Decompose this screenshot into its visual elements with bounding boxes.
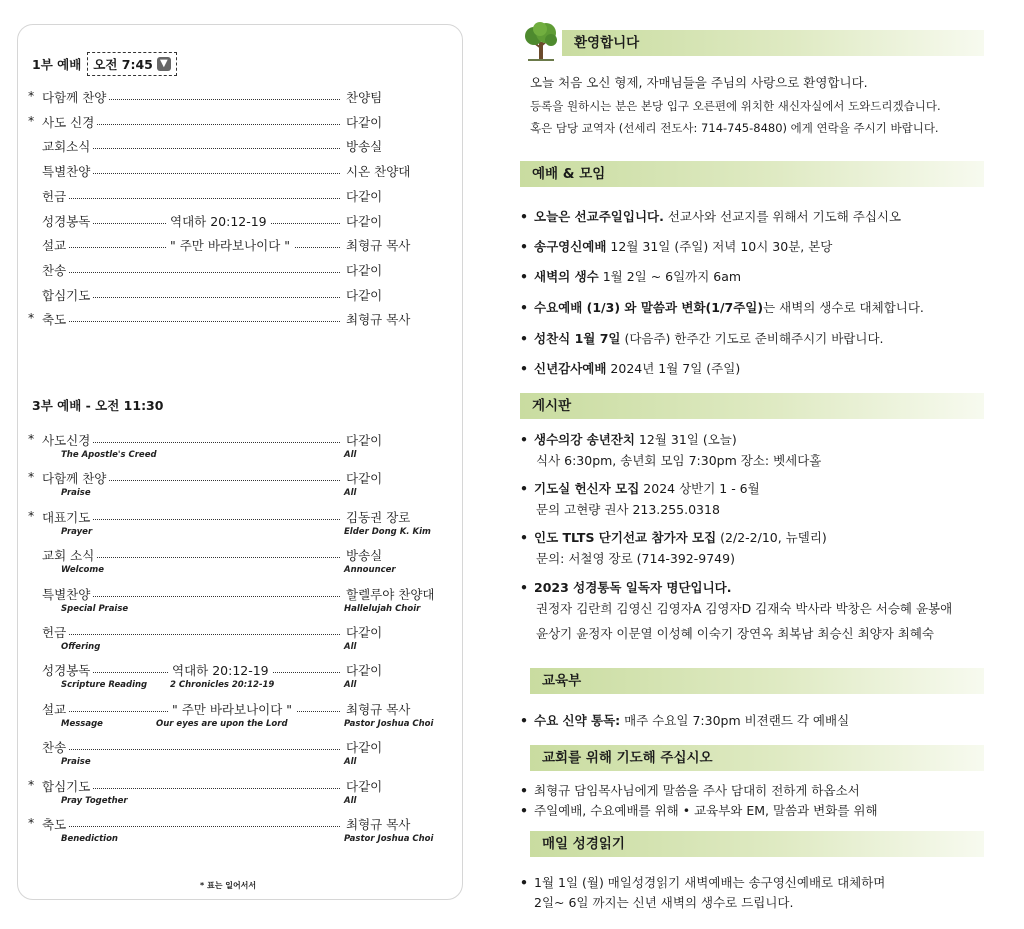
board-item-detail: 문의 고현량 권사 213.255.0318 xyxy=(536,502,720,517)
program-row xyxy=(28,661,398,691)
program-leader: 최형규 목사 xyxy=(346,701,411,717)
worship-item-bold: 새벽의 생수 xyxy=(534,269,599,284)
program-leader: 최형규 목사 xyxy=(346,238,411,254)
program-leader: 다같이 xyxy=(346,114,383,130)
worship-header: 예배 & 모임 xyxy=(520,161,984,187)
program-item: 헌금 xyxy=(42,188,67,204)
footnote: * 표는 일어서서 xyxy=(200,881,257,890)
board-item-bold: 인도 TLTS 단기선교 참가자 모집 xyxy=(534,530,717,545)
program-item: 교회 소식 xyxy=(42,548,95,564)
program-item: 설교 xyxy=(42,238,67,254)
program-item: 설교 xyxy=(42,701,67,717)
welcome-line2: 등록을 원하시는 분은 본당 입구 오른편에 위치한 새신자실에서 도와드리겠습니다. xyxy=(530,99,941,113)
program-item: 찬송 xyxy=(42,740,67,756)
board-item-text: 2024 상반기 1 - 6월 xyxy=(639,481,760,496)
board-item-detail: 식사 6:30pm, 송년회 모임 7:30pm 장소: 벳세다홀 xyxy=(536,453,822,468)
board-item xyxy=(520,528,827,546)
board-item-detail: 윤상기 윤정자 이문열 이성혜 이숙기 장연옥 최복남 최승신 최양자 최혜숙 xyxy=(536,626,935,641)
program-leader-english: Announcer xyxy=(344,565,396,576)
dot-leader xyxy=(48,749,340,750)
program-row xyxy=(28,88,398,106)
program-row xyxy=(28,137,398,155)
program-leader-english: Pastor Joshua Choi xyxy=(344,718,434,729)
program-leader-english: All xyxy=(344,488,357,499)
service-time-value: 오전 7:45 xyxy=(93,57,153,72)
program-leader: 다같이 xyxy=(346,471,383,487)
worship-item-bold: 오늘은 선교주일입니다. xyxy=(534,209,664,224)
worship-item xyxy=(520,267,741,285)
dot-leader xyxy=(48,272,340,273)
program-row xyxy=(28,113,398,131)
program-row xyxy=(28,310,411,328)
prayer-line2: • 주일예배, 수요예배를 위해 • 교육부와 EM, 말씀과 변화를 위해 xyxy=(520,803,878,818)
program-leader: 최형규 목사 xyxy=(346,817,411,832)
daily-header: 매일 성경읽기 xyxy=(530,831,984,857)
program-item: 다함께 찬양 xyxy=(42,471,107,487)
program-row xyxy=(28,286,398,304)
board-item-bold: 기도실 헌신자 모집 xyxy=(534,481,640,496)
bullet: • xyxy=(520,713,528,728)
program-row xyxy=(28,700,434,729)
board-item-text: (2/2-2/10, 뉴델리) xyxy=(716,530,827,545)
bullet: • xyxy=(520,239,528,254)
program-leader: 다같이 xyxy=(346,433,383,448)
program-row xyxy=(28,507,431,537)
dot-leader xyxy=(48,634,340,635)
program-item: 성경봉독 xyxy=(42,663,91,679)
program-item: 합심기도 xyxy=(42,287,91,303)
program-leader: 찬양팀 xyxy=(346,90,383,105)
program-detail: " 주만 바라보나이다 " xyxy=(166,236,294,254)
order-of-worship-card xyxy=(17,24,463,900)
program-item: 축도 xyxy=(42,817,67,832)
program-item: 성경봉독 xyxy=(42,213,91,229)
program-detail-english: 2 Chronicles 20:12-19 xyxy=(170,680,275,691)
program-leader: 김동권 장로 xyxy=(346,509,411,525)
board-item-detail: 권정자 김란희 김영신 김영자A 김영자D 김재숙 박사라 박창은 서승혜 윤봉애 xyxy=(536,601,953,616)
program-leader: 시온 찬양대 xyxy=(346,164,411,180)
program-row xyxy=(28,738,398,768)
worship-item-bold: 신년감사예배 xyxy=(534,361,607,376)
program-leader: 최형규 목사 xyxy=(346,312,411,328)
service1-title xyxy=(32,52,177,76)
worship-item-bold: 성찬식 1월 7일 xyxy=(534,331,621,346)
standing-marker: * xyxy=(28,815,35,830)
program-leader: 다같이 xyxy=(346,213,383,229)
program-leader-english: Pastor Joshua Choi xyxy=(344,834,434,844)
standing-marker: * xyxy=(28,507,35,523)
program-row xyxy=(28,546,398,576)
program-leader-english: Hallelujah Choir xyxy=(344,603,421,614)
worship-item xyxy=(520,237,832,255)
program-leader: 다같이 xyxy=(346,663,383,679)
worship-item xyxy=(520,359,740,377)
bullet: • xyxy=(520,481,528,496)
daily-line2: 2일~ 6일 까지는 신년 새벽의 생수로 드립니다. xyxy=(534,895,794,910)
education-item-bold: 수요 신약 통독: xyxy=(534,713,621,728)
program-item: 합심기도 xyxy=(42,778,91,794)
bullet: • xyxy=(520,209,528,224)
worship-item xyxy=(520,298,924,316)
standing-marker: * xyxy=(28,776,35,792)
dot-leader xyxy=(48,826,340,827)
program-item-english: Praise xyxy=(61,488,91,499)
program-leader-english: Elder Dong K. Kim xyxy=(344,526,431,537)
program-leader: 다같이 xyxy=(346,740,383,756)
worship-item-bold: 수요예배 (1/3) 와 말씀과 변화(1/7주일) xyxy=(534,300,764,315)
service1-label: 1부 예배 xyxy=(32,57,82,72)
program-leader: 방송실 xyxy=(346,139,383,155)
board-item xyxy=(520,479,760,497)
program-item-english: Praise xyxy=(61,757,91,768)
program-row xyxy=(28,187,398,205)
program-row xyxy=(28,776,398,806)
board-header: 게시판 xyxy=(520,393,984,419)
program-row xyxy=(28,212,398,230)
standing-marker: * xyxy=(28,310,35,326)
dot-leader xyxy=(48,321,340,322)
worship-item-text: 선교사와 선교지를 위해서 기도해 주십시오 xyxy=(663,209,902,224)
worship-item-text: 2024년 1월 7일 (주일) xyxy=(606,361,741,376)
dot-leader xyxy=(48,198,340,199)
bullet: • xyxy=(520,432,528,447)
bullet: • xyxy=(520,269,528,284)
program-detail: 역대하 20:12-19 xyxy=(168,661,273,679)
program-item-english: Prayer xyxy=(61,526,93,537)
standing-marker: * xyxy=(28,469,35,485)
program-item: 사도신경 xyxy=(42,433,91,448)
worship-item xyxy=(520,329,884,347)
worship-item-text: (다음주) 한주간 기도로 준비해주시기 바랍니다. xyxy=(620,331,884,346)
board-item-bold: 생수의강 송년잔치 xyxy=(534,432,635,447)
welcome-line1: 오늘 처음 오신 형제, 자매님들을 주님의 사랑으로 환영합니다. xyxy=(530,75,868,90)
program-row xyxy=(28,236,411,254)
board-item xyxy=(520,578,732,596)
program-leader-english: All xyxy=(344,757,357,768)
program-item: 교회소식 xyxy=(42,139,91,155)
program-leader-english: All xyxy=(344,795,357,806)
standing-marker: * xyxy=(28,431,35,446)
bullet: • xyxy=(520,530,528,545)
program-leader-english: All xyxy=(344,680,357,691)
program-leader: 다같이 xyxy=(346,778,383,794)
service-time-dropdown[interactable] xyxy=(87,52,177,76)
program-item-english: Special Praise xyxy=(61,603,129,614)
program-item: 다함께 찬양 xyxy=(42,90,107,105)
bullet: • xyxy=(520,300,528,315)
chevron-down-icon: ▼ xyxy=(157,57,171,71)
education-item xyxy=(520,711,849,729)
prayer-header: 교회를 위해 기도해 주십시오 xyxy=(530,745,984,771)
board-item xyxy=(520,430,737,448)
program-item-english: Offering xyxy=(61,642,101,652)
program-item-english: Welcome xyxy=(61,565,105,576)
program-item: 헌금 xyxy=(42,625,67,640)
program-row xyxy=(28,623,398,652)
standing-marker: * xyxy=(28,88,35,103)
program-row xyxy=(28,469,398,499)
program-leader: 다같이 xyxy=(346,287,383,303)
program-row xyxy=(28,431,398,460)
program-item-english: Scripture Reading xyxy=(61,680,148,691)
prayer-line1: • 최형규 담임목사님에게 말씀을 주사 담대히 전하게 하옵소서 xyxy=(520,783,860,798)
program-item: 대표기도 xyxy=(42,509,91,525)
welcome-line3: 혹은 담당 교역자 (선세리 전도사: 714-745-8480) 에게 연락을 주시기 바랍니다. xyxy=(530,121,939,135)
program-detail-english: Our eyes are upon the Lord xyxy=(156,718,288,729)
program-row xyxy=(28,585,435,614)
program-detail: " 주만 바라보나이다 " xyxy=(168,700,296,718)
program-leader: 다같이 xyxy=(346,262,383,278)
program-item: 특별찬양 xyxy=(42,586,91,602)
board-item-text: 12월 31일 (오늘) xyxy=(634,432,737,447)
daily-line1: • 1월 1일 (월) 매일성경읽기 새벽예배는 송구영신예배로 대체하며 xyxy=(520,875,886,890)
program-leader-english: All xyxy=(344,642,357,652)
bullet: • xyxy=(520,580,528,595)
program-item-english: Pray Together xyxy=(61,795,128,806)
program-item: 특별찬양 xyxy=(42,164,91,180)
program-leader: 할렐루야 찬양대 xyxy=(346,586,435,602)
board-item-detail: 문의: 서철영 장로 (714-392-9749) xyxy=(536,551,735,566)
tree-icon xyxy=(520,22,562,62)
worship-item-text: 12월 31일 (주일) 저녁 10시 30분, 본당 xyxy=(606,239,833,254)
program-item: 찬송 xyxy=(42,262,67,278)
program-leader: 다같이 xyxy=(346,188,383,204)
program-item-english: Message xyxy=(61,718,103,729)
program-leader-english: All xyxy=(344,450,357,460)
education-header: 교육부 xyxy=(530,668,984,694)
program-item-english: Benediction xyxy=(61,834,118,844)
program-row xyxy=(28,261,398,279)
worship-item-text: 는 새벽의 생수로 대체합니다. xyxy=(763,300,924,315)
worship-item-text: 1월 2일 ~ 6일까지 6am xyxy=(598,269,742,284)
program-detail: 역대하 20:12-19 xyxy=(166,212,271,230)
program-item: 사도 신경 xyxy=(42,114,95,130)
education-item-text: 매주 수요일 7:30pm 비젼랜드 각 예배실 xyxy=(620,713,850,728)
bullet: • xyxy=(520,361,528,376)
program-leader: 다같이 xyxy=(346,625,383,640)
program-row xyxy=(28,815,434,844)
program-item: 축도 xyxy=(42,312,67,328)
worship-item-bold: 송구영신예배 xyxy=(534,239,607,254)
standing-marker: * xyxy=(28,112,35,128)
program-leader: 방송실 xyxy=(346,548,383,564)
program-item-english: The Apostle's Creed xyxy=(61,450,157,460)
worship-item xyxy=(520,207,901,225)
program-row xyxy=(28,162,411,180)
bullet: • xyxy=(520,331,528,346)
service3-title: 3부 예배 - 오전 11:30 xyxy=(32,398,164,413)
welcome-header: 환영합니다 xyxy=(562,30,984,56)
board-item-bold: 2023 성경통독 일독자 명단입니다. xyxy=(534,580,732,595)
